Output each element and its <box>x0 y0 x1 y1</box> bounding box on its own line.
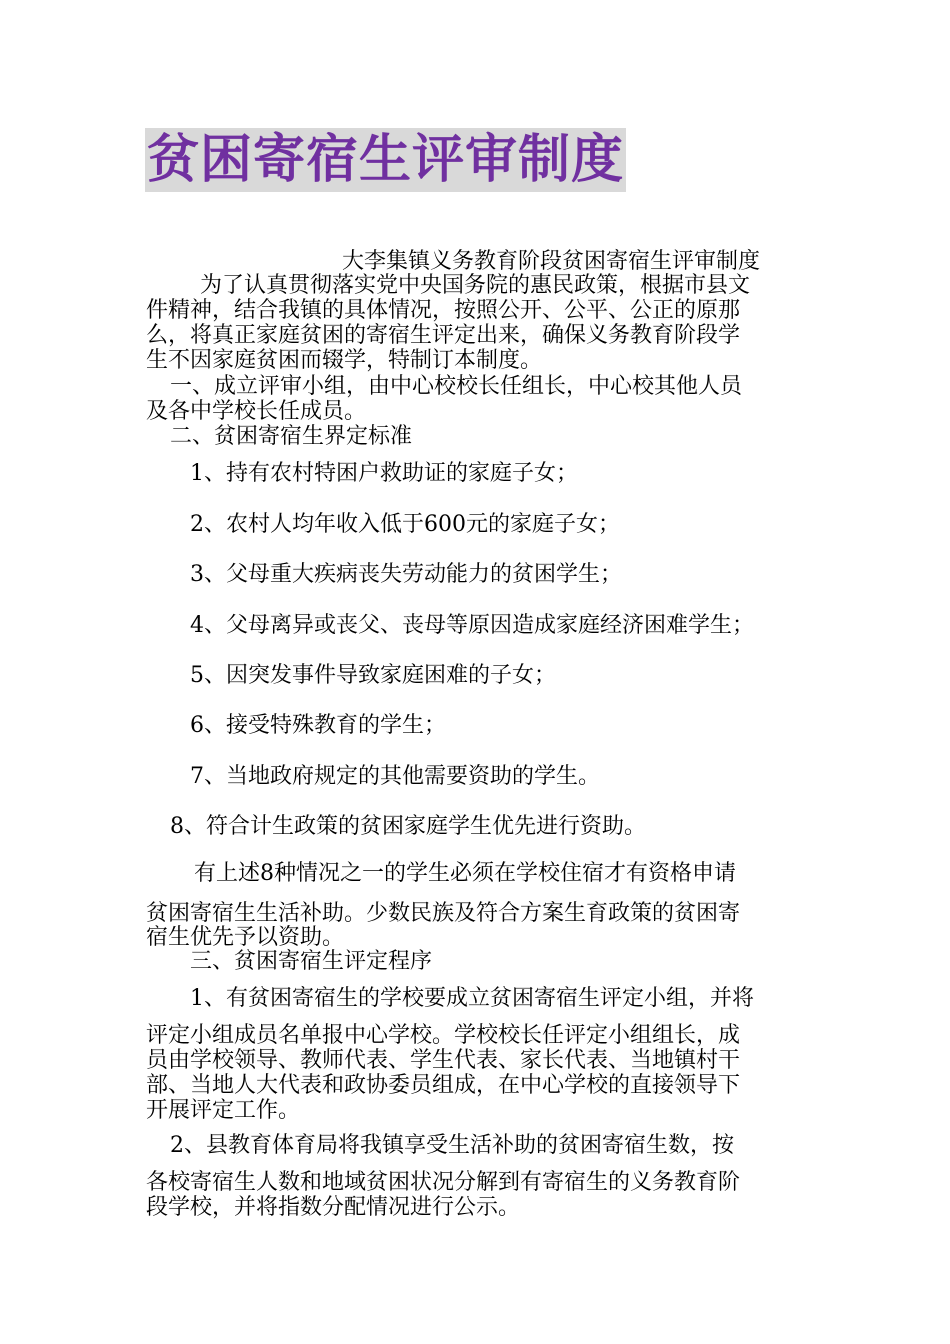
intro-line: 件精神，结合我镇的具体情况，按照公开、公平、公正的原那 <box>146 298 741 323</box>
procedure1-line: 员由学校领导、教师代表、学生代表、家长代表、当地镇村干 <box>146 1048 741 1073</box>
section1-line: 一、成立评审小组，由中心校校长任组长，中心校其他人员 <box>170 374 743 399</box>
procedure1-line: 评定小组成员名单报中心学校。学校校长任评定小组组长，成 <box>146 1023 741 1048</box>
procedure2-line: 2、县教育体育局将我镇享受生活补助的贫困寄宿生数，按 <box>170 1133 734 1158</box>
procedure1-line: 1、有贫困寄宿生的学校要成立贫困寄宿生评定小组，并将 <box>190 986 754 1011</box>
title-highlight <box>145 128 626 192</box>
note-line: 贫困寄宿生生活补助。少数民族及符合方案生育政策的贫困寄 <box>146 901 741 926</box>
section1-line: 及各中学校长任成员。 <box>146 399 367 424</box>
intro-line: 么，将真正家庭贫困的寄宿生评定出来，确保义务教育阶段学 <box>146 323 741 348</box>
criteria-item: 4、父母离异或丧父、丧母等原因造成家庭经济困难学生； <box>190 613 754 638</box>
subtitle: 大李集镇义务教育阶段贫困寄宿生评审制度 <box>342 249 761 274</box>
document-title: 贫困寄宿生评审制度 <box>147 130 625 190</box>
procedure2-line: 段学校，并将指数分配情况进行公示。 <box>146 1195 521 1220</box>
criteria-item: 7、当地政府规定的其他需要资助的学生。 <box>190 764 600 789</box>
criteria-item: 1、持有农村特困户救助证的家庭子女； <box>190 461 578 486</box>
criteria-item: 2、农村人均年收入低于600元的家庭子女； <box>190 512 620 537</box>
criteria-item: 5、因突发事件导致家庭困难的子女； <box>190 663 556 688</box>
criteria-item: 3、父母重大疾病丧失劳动能力的贫困学生； <box>190 562 622 587</box>
section2-heading: 二、贫困寄宿生界定标准 <box>170 424 413 449</box>
procedure1-line: 部、当地人大代表和政协委员组成，在中心学校的直接领导下 <box>146 1073 741 1098</box>
procedure2-line: 各校寄宿生人数和地域贫困状况分解到有寄宿生的义务教育阶 <box>146 1170 741 1195</box>
intro-line: 生不因家庭贫困而辍学，特制订本制度。 <box>146 348 543 373</box>
criteria-item: 6、接受特殊教育的学生； <box>190 713 446 738</box>
criteria-item: 8、符合计生政策的贫困家庭学生优先进行资助。 <box>170 814 646 839</box>
section3-heading: 三、贫困寄宿生评定程序 <box>190 949 433 974</box>
note-line: 有上述8种情况之一的学生必须在学校住宿才有资格申请 <box>194 861 736 886</box>
intro-line: 为了认真贯彻落实党中央国务院的惠民政策，根据市县文 <box>200 273 751 298</box>
procedure1-line: 开展评定工作。 <box>146 1098 301 1123</box>
note-line: 宿生优先予以资助。 <box>146 925 345 950</box>
